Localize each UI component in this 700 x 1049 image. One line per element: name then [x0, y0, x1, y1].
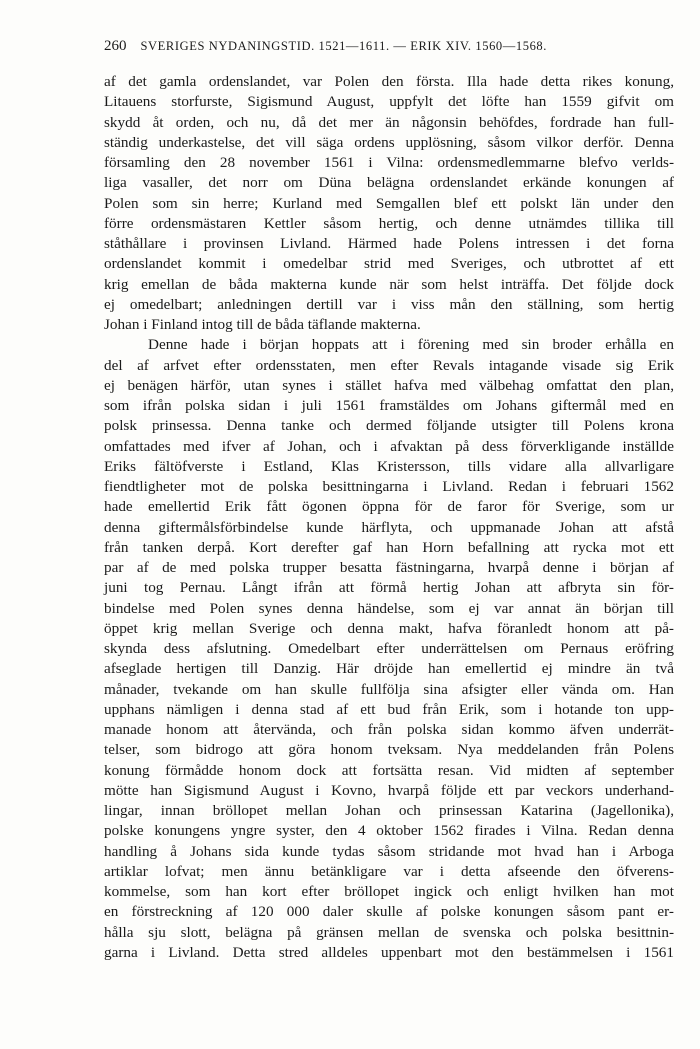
text-line: ståthållare i provinsen Livland. Härmed hade Polens intressen i det forna — [104, 235, 674, 252]
text-line: af det gamla ordenslandet, var Polen den första. Illa hade detta rikes konung, — [104, 73, 674, 90]
text-line: ej omedelbart; anledningen dertill var i viss mån den ställning, som hertig — [104, 295, 674, 313]
text-line: del af arfvet efter ordensstaten, men efter Revals intagande visade sig Erik — [104, 356, 674, 374]
text-line: hade emellertid Erik fått ögonen öppna för de faror för Sverige, som ur — [104, 498, 674, 516]
text-line: ordenslandet kommit i omedelbar strid med Sveriges, och utbrottet af ett — [104, 255, 674, 273]
text-line: Denne hade i början hoppats att i förening med sin broder erhålla en — [148, 336, 674, 354]
text-line: församling den 28 november 1561 i Vilna: ordensmedlemmarne blefvo verlds- — [104, 154, 674, 171]
text-line: mötte han Sigismund August i Kovno, hvarpå följde ett par veckors underhand- — [104, 781, 674, 799]
text-line: ständig underkastelse, det vill säga ordens upplösning, såsom vilkor derför. Denna — [104, 133, 674, 151]
text-line: Litauens storfurste, Sigismund August, uppfylt det löfte han 1559 gifvit om — [104, 93, 674, 111]
text-line: krig emellan de båda makterna kunde när som helst inträffa. Det följde dock — [104, 275, 674, 293]
text-line: skydd åt orden, och nu, då det mer än någonsin behöfdes, fordrade han full- — [104, 113, 674, 131]
text-line: en förstreckning af 120 000 daler skulle af polske konungen såsom pant er- — [104, 903, 674, 921]
text-line: artiklar lofvat; men ännu betänkligare var i detta afseende den öfverens- — [104, 862, 674, 880]
text-line: konung förmådde honom dock att fortsätta resan. Vid midten af september — [104, 761, 674, 779]
text-line: månader, tvekande om han skulle fullfölja sina afsigter eller vända om. Han — [104, 680, 674, 698]
running-head — [104, 38, 664, 55]
text-line: juni tog Pernau. Långt ifrån att förmå hertig Johan att afbryta sin för- — [104, 579, 674, 597]
text-line: lingar, innan bröllopet mellan Johan och prinsessan Katarina (Jagellonika), — [104, 802, 674, 819]
text-line: fiendtligheter mot de polska besittningarna i Livland. Redan i februari 1562 — [104, 478, 674, 495]
text-line: Polen som sin herre; Kurland med Semgallen blef ett polskt län under den — [104, 194, 674, 212]
text-line: denna giftermålsförbindelse kunde härflyta, och uppmanade Johan att afstå — [104, 518, 674, 536]
text-line: par af de med polska trupper besatta fästningarna, hvarpå denne i början af — [104, 559, 674, 576]
text-line: telser, som bidrogo att göra honom tveksam. Nya meddelanden från Polens — [104, 741, 674, 759]
text-line: hålla sju slott, belägna på gränsen mellan de svenska och polska besittnin- — [104, 923, 674, 941]
text-line: polske konungens yngre syster, den 4 oktober 1562 firades i Vilna. Redan denna — [104, 822, 674, 840]
text-line: upphans nämligen i denna stad af ett bud från Erik, som i hotande ton upp- — [104, 700, 674, 718]
text-line: från tanken derpå. Kort derefter gaf han Horn befallning att rycka mot ett — [104, 538, 674, 556]
text-line: bindelse med Polen synes denna händelse, som ej var annat än början till — [104, 599, 674, 617]
text-line: Johan i Finland intog till de båda täflande makterna. — [104, 316, 421, 333]
text-line: polsk prinsessa. Denna tanke och dermed följande utsigter till Polens krona — [104, 417, 674, 435]
text-line: öppet krig mellan Sverige och denna makt, hafva föranledt honom att på- — [104, 619, 674, 637]
body-text — [104, 72, 674, 963]
page-number: 260 — [104, 38, 127, 54]
text-line: handling å Johans sida kunde tydas såsom stridande mot hvad han i Arboga — [104, 842, 674, 860]
text-line: kommelse, som han kort efter bröllopet ingick och enligt hvilken han mot — [104, 883, 674, 900]
text-line: Eriks fältöfverste i Estland, Klas Kristersson, tills vidare alla allvarligare — [104, 457, 674, 475]
text-line: förre ordensmästaren Kettler såsom hertig, och denne utnämdes tillika till — [104, 214, 674, 232]
text-line: manade honom att återvända, och från polska sidan kommo äfven underrät- — [104, 721, 674, 738]
text-line: liga vasaller, det norr om Düna belägna ordenslandet erkände konungen af — [104, 174, 674, 192]
text-line: skynda dess afslutning. Omedelbart efter underrättelsen om Pernaus eröfring — [104, 640, 674, 657]
text-line: omfattades med ifver af Johan, och i afvaktan på dess förverkligande inställde — [104, 437, 674, 455]
text-line: garna i Livland. Detta stred alldeles uppenbart mot den bestämmelsen i 1561 — [104, 943, 674, 961]
text-line: afseglade hertigen till Danzig. Här dröjde han emellertid ej mindre än två — [104, 660, 674, 678]
running-title: SVERIGES NYDANINGSTID. 1521—1611. — ERIK XIV. 1560—1568. — [140, 39, 548, 53]
text-line: ej benägen härför, utan synes i stället hafva med välbehag omfattat den plan, — [104, 376, 674, 394]
text-line: som ifrån polska sidan i juli 1561 framstäldes om Johans giftermål med en — [104, 397, 674, 414]
